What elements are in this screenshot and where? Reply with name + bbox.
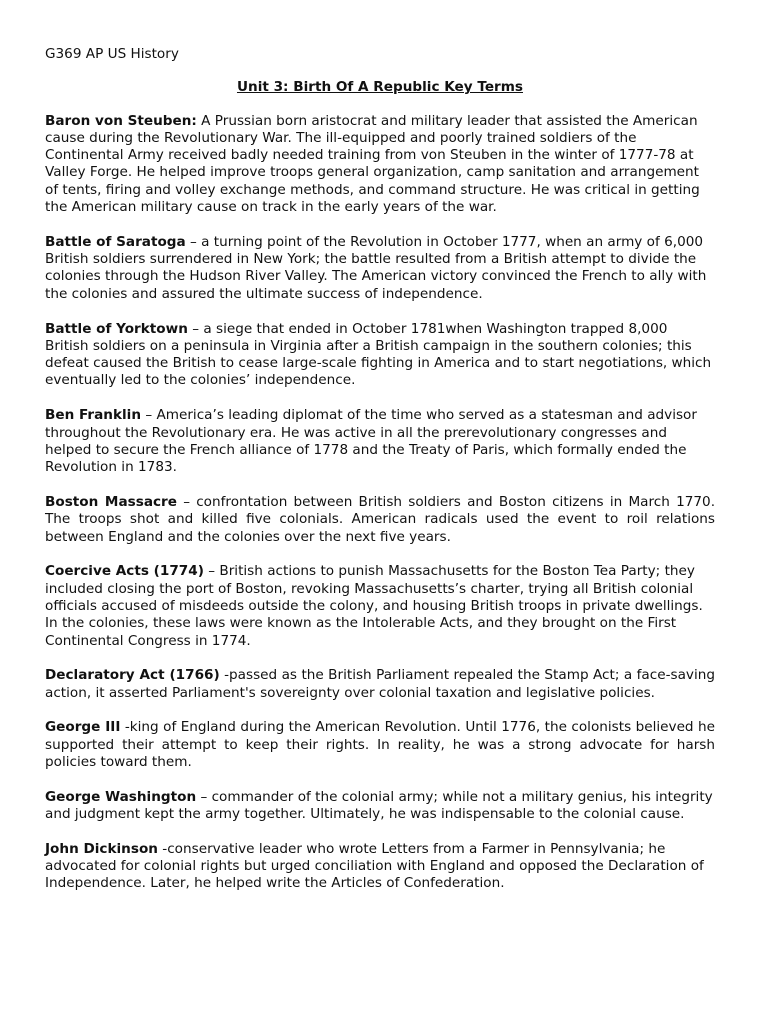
term-entry (45, 789, 715, 824)
document-page (45, 46, 715, 910)
term-name: Coercive Acts (1774) (45, 563, 204, 580)
term-entry (45, 234, 715, 303)
term-definition: – confrontation between British soldiers and Boston citizens in March 1770. The troops shot and killed five colonials. American radicals used the event to roil relations between England and the colonies over the next five years. (45, 493, 716, 545)
document-title: Unit 3: Birth Of A Republic Key Terms (236, 79, 523, 96)
term-entry (45, 841, 715, 893)
term-entry (45, 667, 715, 702)
term-definition: -conservative leader who wrote Letters from a Farmer in Pennsylvania; he advocated for colonial rights but urged conciliation with England and opposed the Declaration of Independence. Later, he helped write the Articles of Confederation. (45, 840, 704, 892)
term-name: Battle of Saratoga (45, 233, 186, 250)
term-entry (45, 719, 715, 771)
term-definition: – British actions to punish Massachusetts for the Boston Tea Party; they included closing the port of Boston, revoking Massachusetts’s charter, trying all British colonial officials accused of misdeeds outside the colony, and housing British troops in private dwellings. In the colonies, these laws were known as the Intolerable Acts, and they brought on the First Continental Congress in 1774. (45, 563, 703, 649)
term-definition: – America’s leading diplomat of the time who served as a statesman and advisor throughout the Revolutionary era. He was active in all the prerevolutionary congresses and helped to secure the French alliance of 1778 and the Treaty of Paris, which formally ended the Revolution in 1783. (45, 407, 697, 476)
term-entry (45, 494, 715, 546)
term-name: Baron von Steuben: (45, 112, 197, 129)
term-name: Boston Massacre (45, 493, 177, 510)
course-header: G369 AP US History (45, 46, 179, 62)
term-name: John Dickinson (45, 840, 158, 857)
term-name: Ben Franklin (45, 407, 141, 424)
term-definition: A Prussian born aristocrat and military leader that assisted the American cause during the Revolutionary War. The ill-equipped and poorly trained soldiers of the Continental Army received badly needed training from von Steuben in the winter of 1777-78 at Valley Forge. He helped improve troops general organization, camp sanitation and arrangement of tents, firing and volley exchange methods, and command structure. He was critical in getting the American military cause on track in the early years of the war. (45, 112, 700, 216)
term-name: Declaratory Act (1766) (45, 667, 220, 684)
term-name: George Washington (45, 788, 197, 805)
term-definition: -passed as the British Parliament repealed the Stamp Act; a face-saving action, it asserted Parliament's sovereignty over colonial taxation and legislative policies. (45, 667, 715, 701)
term-entry (45, 563, 715, 649)
term-entry (45, 321, 715, 390)
term-name: Battle of Yorktown (45, 320, 188, 337)
term-definition: – commander of the colonial army; while not a military genius, his integrity and judgment kept the army together. Ultimately, he was indispensable to the colonial cause. (45, 788, 713, 823)
term-definition: – a siege that ended in October 1781when Washington trapped 8,000 British soldiers on a peninsula in Virginia after a British campaign in the southern colonies; this defeat caused the British to cease large-scale fighting in America and to start negotiations, which eventually led to the colonies’ independence. (45, 320, 712, 389)
term-definition: -king of England during the American Revolution. Until 1776, the colonists believed he supported their attempt to keep their rights. In reality, he was a strong advocate for harsh policies toward them. (45, 719, 716, 770)
term-name: George III (45, 719, 121, 736)
term-definition: – a turning point of the Revolution in October 1777, when an army of 6,000 British soldiers surrendered in New York; the battle resulted from a British attempt to divide the colonies through the Hudson River Valley. The American victory convinced the French to ally with the colonies and assured the ultimate success of independence. (45, 233, 707, 302)
term-entry (45, 113, 715, 217)
term-entry (45, 407, 715, 476)
